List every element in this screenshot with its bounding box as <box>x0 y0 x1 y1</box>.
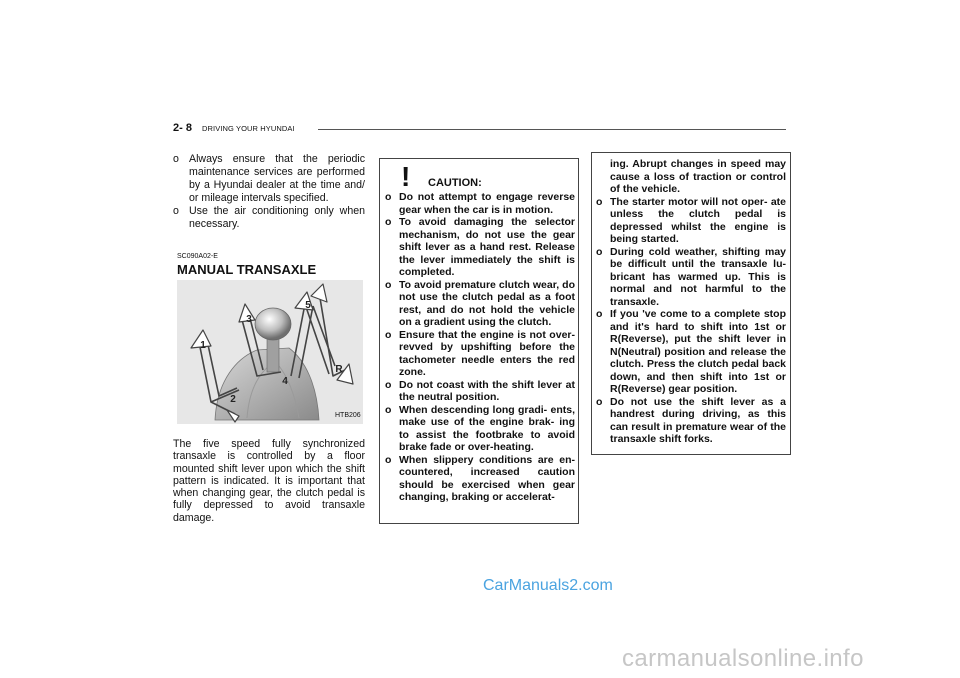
list-item: o Do not use the shift lever as a handrest during driving, as this can result in premature wear of the transaxle shift forks. <box>596 395 786 445</box>
section-code: SC090A02-E <box>177 253 218 260</box>
gear-label-3: 3 <box>246 314 252 325</box>
section-title: MANUAL TRANSAXLE <box>177 262 317 277</box>
transaxle-description: The five speed fully synchronized transaxle is controlled by a floor mounted shift lever upon which the shift pattern is indicated. It is important that when changing gear, the clutch pedal is fully depressed to avoid transaxle damage. <box>173 438 365 524</box>
gear-label-1: 1 <box>200 340 206 351</box>
maintenance-bullets <box>173 153 365 231</box>
bullet-marker: o <box>596 195 603 208</box>
bullet-marker: o <box>385 216 392 228</box>
gear-label-4: 4 <box>282 376 288 387</box>
bullet-marker: o <box>173 205 179 217</box>
bullet-marker: o <box>385 403 392 416</box>
gear-label-r: R <box>335 364 343 375</box>
bullet-marker: o <box>596 308 603 320</box>
list-item: o Ensure that the engine is not over-revved by upshifting before the tachometer needle enters the red zone. <box>385 328 575 378</box>
list-item: o To avoid premature clutch wear, do not use the clutch pedal as a foot rest, and do not hold the vehicle on a gradient using the clutch. <box>385 278 575 328</box>
list-item: o When descending long gradi- ents, make use of the engine brak- ing to assist the footbrake to avoid brake fade or over-heating. <box>385 403 575 453</box>
warning-icon <box>390 160 420 190</box>
section-header: DRIVING YOUR HYUNDAI <box>202 124 295 133</box>
header-rule <box>318 129 786 130</box>
bullet-marker: o <box>596 395 603 408</box>
bullet-marker: o <box>385 453 392 466</box>
bullet-marker: o <box>173 153 179 165</box>
bullet-marker: o <box>596 245 603 258</box>
shift-pattern-figure <box>177 280 363 424</box>
list-item: o The starter motor will not oper- ate unless the clutch pedal is depressed whilst the engine is being started. <box>596 195 786 245</box>
gear-shift-illustration <box>177 280 363 424</box>
bullet-marker: o <box>385 191 392 203</box>
list-item: o Do not coast with the shift lever at the neutral position. <box>385 378 575 403</box>
bullet-marker: o <box>385 378 392 391</box>
gear-label-5: 5 <box>305 300 311 311</box>
bullet-marker: o <box>385 328 392 341</box>
gear-label-2: 2 <box>230 394 236 405</box>
watermark-carmanuals2-link[interactable]: CarManuals2.com <box>483 577 613 594</box>
page-number: 2- 8 <box>173 122 192 134</box>
watermark-carmanualsonline: carmanualsonline.info <box>622 645 864 672</box>
figure-caption: HTB206 <box>335 412 361 419</box>
caution-continuation: ing. Abrupt changes in speed may cause a loss of traction or control of the vehicle. <box>610 158 786 195</box>
caution-title: CAUTION: <box>428 177 482 189</box>
caution-list-continued <box>596 158 786 446</box>
list-item: o Always ensure that the periodic maintenance services are performed by a Hyundai dealer at the time and/ or mileage intervals specified. <box>173 153 365 204</box>
svg-text:!: ! <box>401 161 411 190</box>
list-item: o When slippery conditions are en- countered, increased caution should be exercised when gear changing, braking or accelerat- <box>385 453 575 503</box>
list-item: o Use the air conditioning only when necessary. <box>173 205 365 230</box>
list-item: o Do not attempt to engage reverse gear when the car is in motion. <box>385 191 575 216</box>
list-item: o To avoid damaging the selector mechanism, do not use the gear shift lever as a hand rest. Release the lever immediately the shift is completed. <box>385 216 575 278</box>
list-item: o During cold weather, shifting may be difficult until the transaxle lu- bricant has warmed up. This is normal and not harmful to the transaxle. <box>596 245 786 308</box>
bullet-marker: o <box>385 278 392 291</box>
list-item: o If you 've come to a complete stop and it's hard to shift into 1st or R(Reverse), put the shift lever in N(Neutral) position and release the clutch. Press the clutch pedal back down, and then shift into 1st or R(Reverse) gear position. <box>596 308 786 395</box>
caution-list <box>385 191 575 504</box>
